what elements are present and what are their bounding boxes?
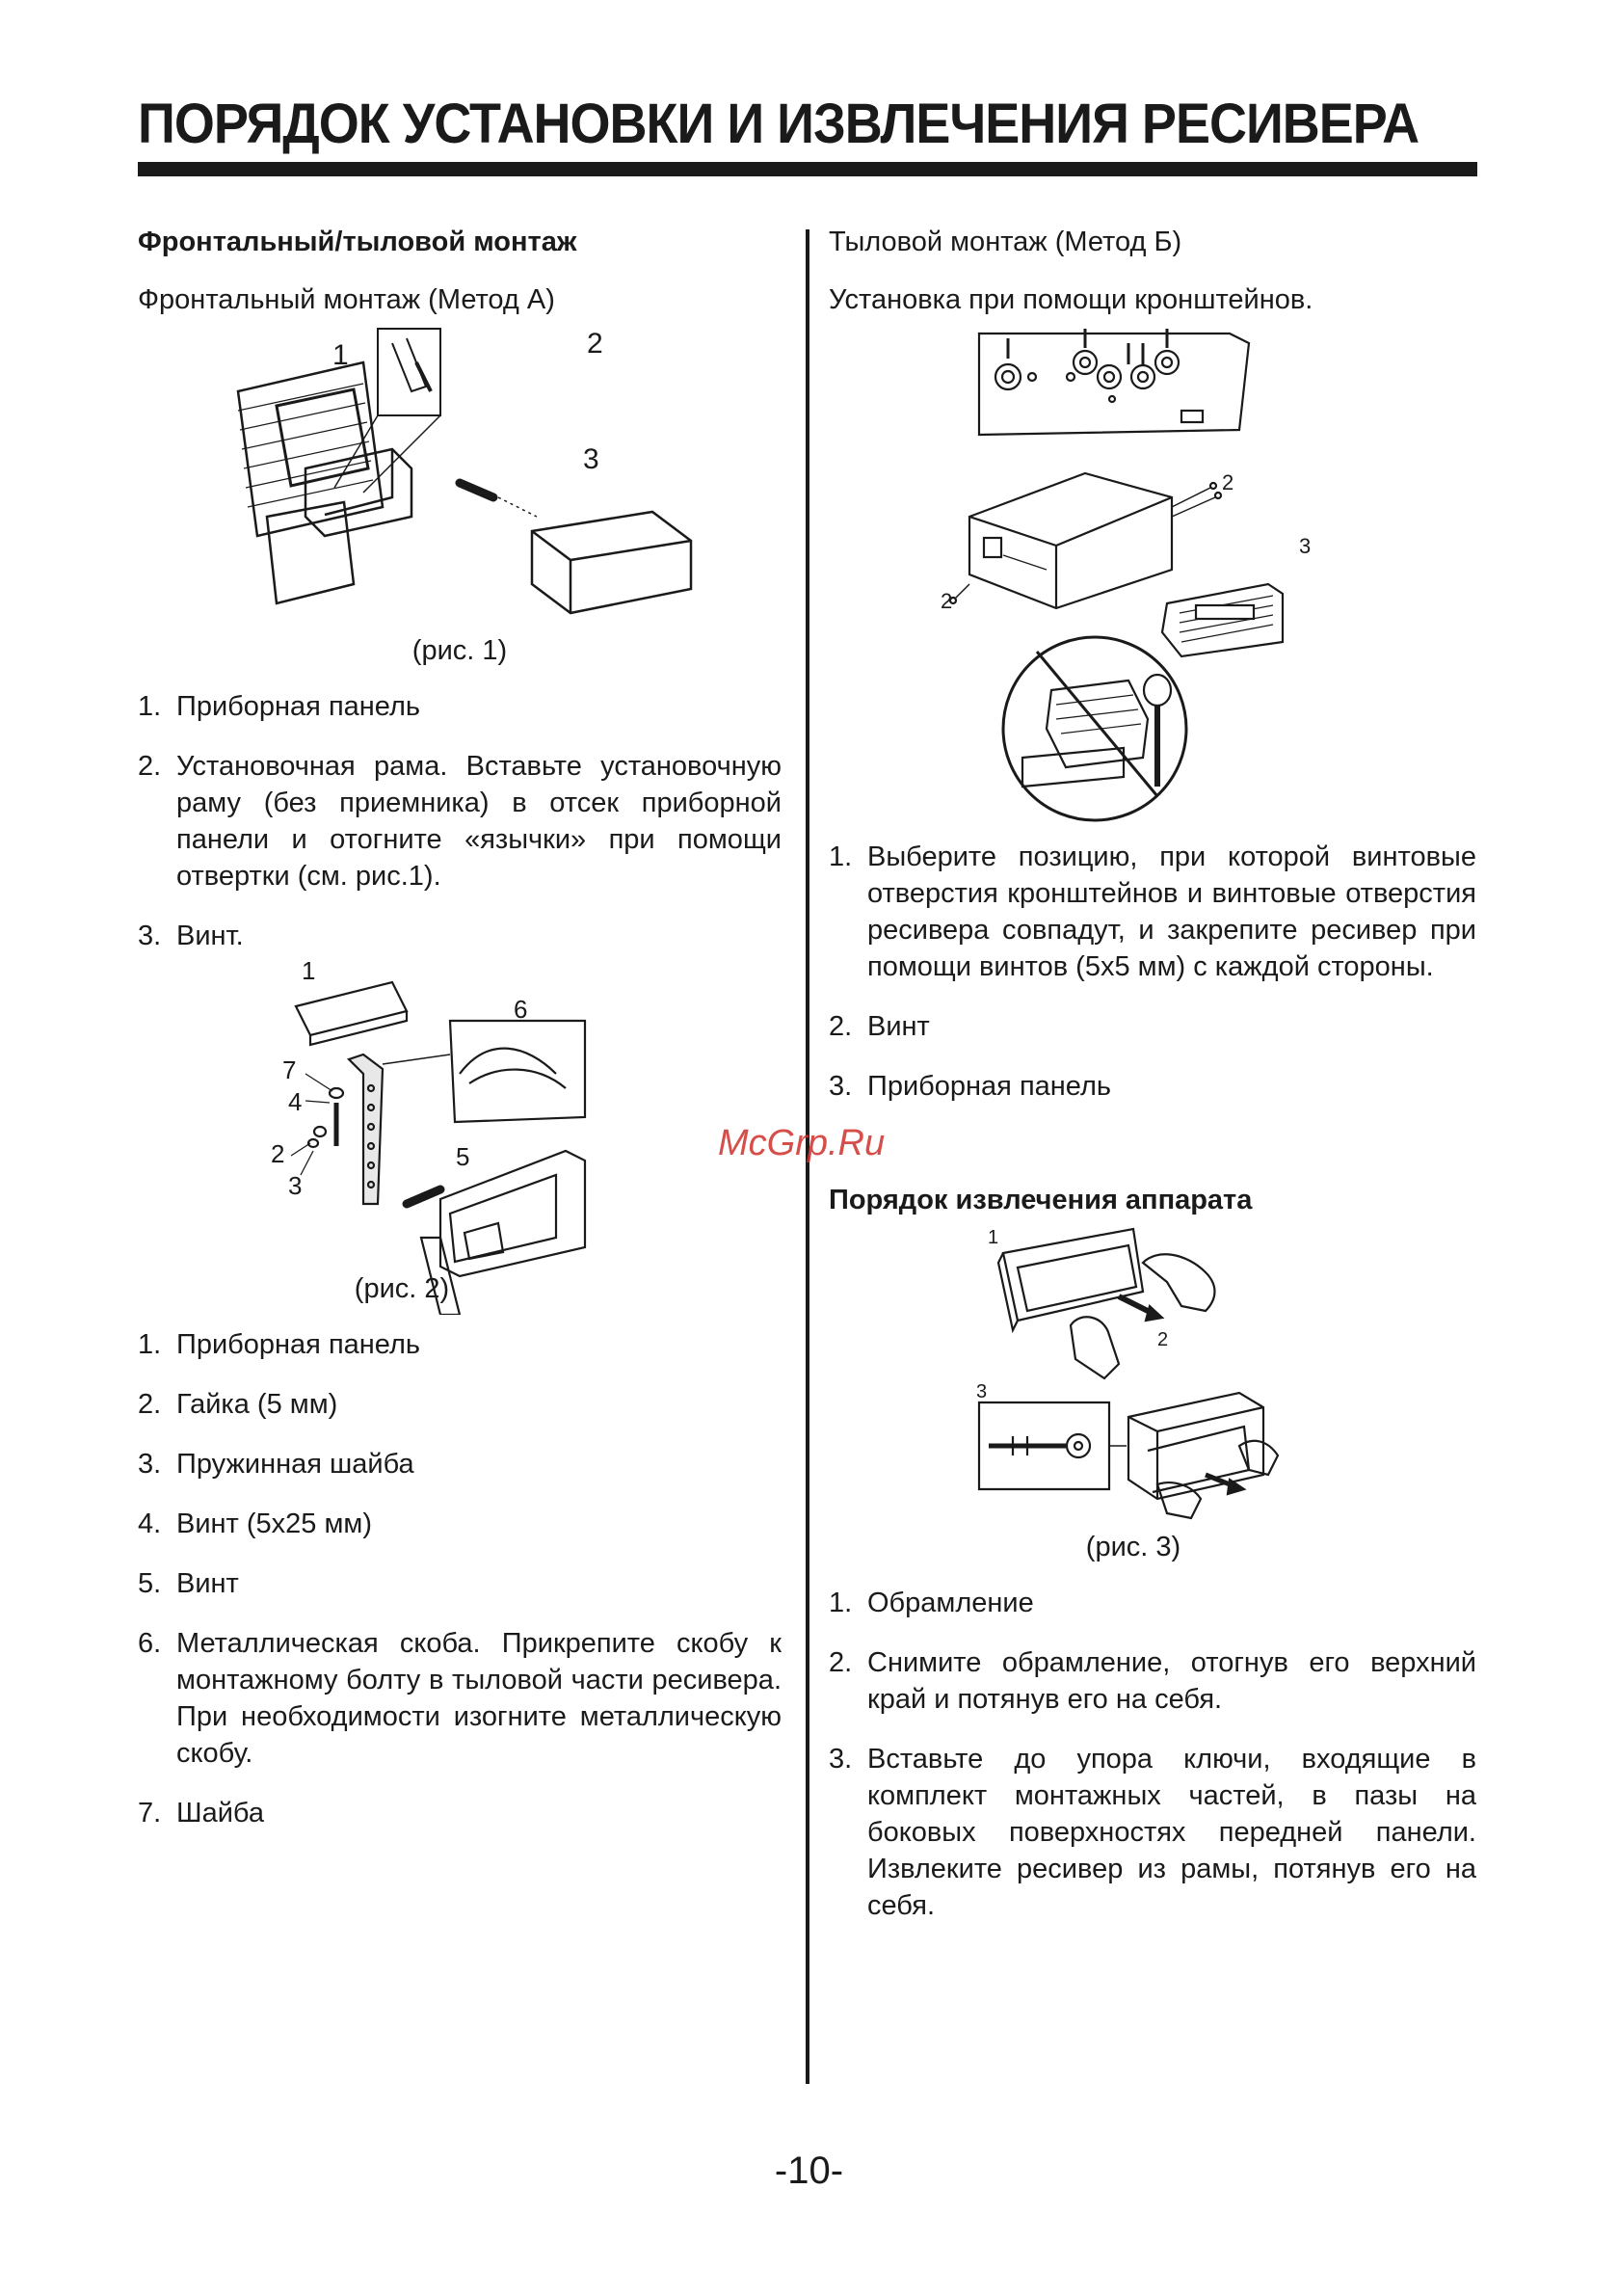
list-item xyxy=(138,1795,782,1831)
figure-b-rear-mounting-diagram xyxy=(941,324,1365,825)
list-text: Винт (5x25 мм) xyxy=(176,1508,373,1539)
list-item xyxy=(138,1625,782,1772)
list-item xyxy=(829,839,1476,985)
list-number: 1. xyxy=(829,1588,853,1618)
list-item xyxy=(829,1741,1476,1924)
list-item xyxy=(138,918,782,954)
fig3-label-2: 2 xyxy=(1157,1329,1169,1350)
list-item xyxy=(829,1068,1476,1105)
fig2-label-3: 3 xyxy=(288,1171,303,1200)
list-text: Винт. xyxy=(176,921,244,951)
list-number: 5. xyxy=(138,1568,162,1599)
list-item xyxy=(829,1008,1476,1045)
list-item xyxy=(829,1585,1476,1621)
list-text: Приборная панель xyxy=(176,1329,420,1360)
list-text: Приборная панель xyxy=(867,1071,1111,1102)
list-text: Металлическая скоба. Прикрепите скобу к монтажному болту в тыловой части ресивера. При необходимости изогните металлическую скобу. xyxy=(176,1628,782,1769)
list-number: 3. xyxy=(138,1449,162,1480)
fig2-label-7: 7 xyxy=(282,1055,297,1084)
method-a-subheading: Фронтальный монтаж (Метод А) xyxy=(138,284,555,315)
list-number: 3. xyxy=(138,921,162,951)
list-text: Пружинная шайба xyxy=(176,1449,414,1480)
figb-label-2-left: 2 xyxy=(941,589,953,613)
list-number: 1. xyxy=(829,841,853,872)
front-mount-list xyxy=(138,688,782,954)
fig1-label-1: 1 xyxy=(332,339,349,371)
bracket-parts-list xyxy=(138,1326,782,1831)
watermark: McGrp.Ru xyxy=(718,1123,886,1163)
fig3-label-3: 3 xyxy=(976,1381,988,1402)
fig2-label-1: 1 xyxy=(302,958,316,985)
list-number: 3. xyxy=(829,1744,853,1775)
list-item xyxy=(138,1506,782,1542)
figure-2-bracket-diagram xyxy=(267,958,652,1315)
list-item xyxy=(138,1386,782,1423)
list-text: Снимите обрамление, отогнув его верхний край и потянув его на себя. xyxy=(867,1647,1476,1715)
page-title: ПОРЯДОК УСТАНОВКИ И ИЗВЛЕЧЕНИЯ РЕСИВЕРА xyxy=(138,93,1419,155)
figure-3-caption: (рис. 3) xyxy=(1085,1532,1181,1562)
list-number: 2. xyxy=(138,751,162,782)
section-heading-front-rear: Фронтальный/тыловой монтаж xyxy=(138,227,577,257)
list-text: Вставьте до упора ключи, входящие в комплект монтажных частей, в пазы на боковых поверхностях передней панели. Извлеките ресивер из рамы, потянув его на себя. xyxy=(867,1744,1476,1921)
list-text: Установочная рама. Вставьте установочную раму (без приемника) в отсек приборной панели и отогните «язычки» при помощи отвертки (см. рис.1). xyxy=(176,751,782,892)
list-item xyxy=(138,1446,782,1482)
list-number: 2. xyxy=(829,1647,853,1678)
method-b-heading: Тыловой монтаж (Метод Б) xyxy=(829,227,1182,257)
list-number: 6. xyxy=(138,1628,162,1659)
removal-heading: Порядок извлечения аппарата xyxy=(829,1185,1253,1215)
rear-mount-list xyxy=(829,839,1476,1105)
list-text: Приборная панель xyxy=(176,691,420,722)
left-column xyxy=(138,224,782,1855)
fig2-label-2: 2 xyxy=(271,1139,285,1168)
list-item xyxy=(138,1565,782,1602)
figure-2-caption: (рис. 2) xyxy=(354,1273,450,1304)
figure-1-caption: (рис. 1) xyxy=(411,635,508,666)
figb-label-3: 3 xyxy=(1299,534,1312,558)
title-underline xyxy=(138,162,1477,176)
list-number: 2. xyxy=(829,1011,853,1042)
list-number: 2. xyxy=(138,1389,162,1420)
list-number: 3. xyxy=(829,1071,853,1102)
fig2-label-4: 4 xyxy=(288,1087,303,1116)
list-text: Шайба xyxy=(176,1798,264,1829)
list-text: Винт xyxy=(176,1568,239,1599)
fig2-label-6: 6 xyxy=(514,995,528,1024)
fig1-label-3: 3 xyxy=(583,443,599,475)
removal-list xyxy=(829,1585,1476,1924)
list-item xyxy=(138,1326,782,1363)
figure-3-removal-diagram xyxy=(974,1224,1331,1533)
list-text: Гайка (5 мм) xyxy=(176,1389,338,1420)
list-text: Выберите позицию, при которой винтовые отверстия кронштейнов и винтовые отверстия ресивера совпадут, и закрепите ресивер при помощи винтов (5x5 мм) с каждой стороны. xyxy=(867,841,1476,982)
figb-label-2-top: 2 xyxy=(1222,470,1234,494)
fig1-label-2: 2 xyxy=(587,328,603,360)
list-number: 1. xyxy=(138,1329,162,1360)
list-item xyxy=(138,688,782,725)
list-number: 1. xyxy=(138,691,162,722)
figure-1-front-mounting-diagram xyxy=(219,324,701,632)
list-item xyxy=(138,748,782,894)
page-number: -10- xyxy=(774,2149,844,2192)
right-column xyxy=(829,224,1476,1947)
list-item xyxy=(829,1644,1476,1718)
method-b-subheading: Установка при помощи кронштейнов. xyxy=(829,284,1313,315)
fig3-label-1: 1 xyxy=(988,1227,999,1248)
list-text: Винт xyxy=(867,1011,930,1042)
list-number: 4. xyxy=(138,1508,162,1539)
list-number: 7. xyxy=(138,1798,162,1829)
list-text: Обрамление xyxy=(867,1588,1034,1618)
fig2-label-5: 5 xyxy=(456,1142,470,1171)
